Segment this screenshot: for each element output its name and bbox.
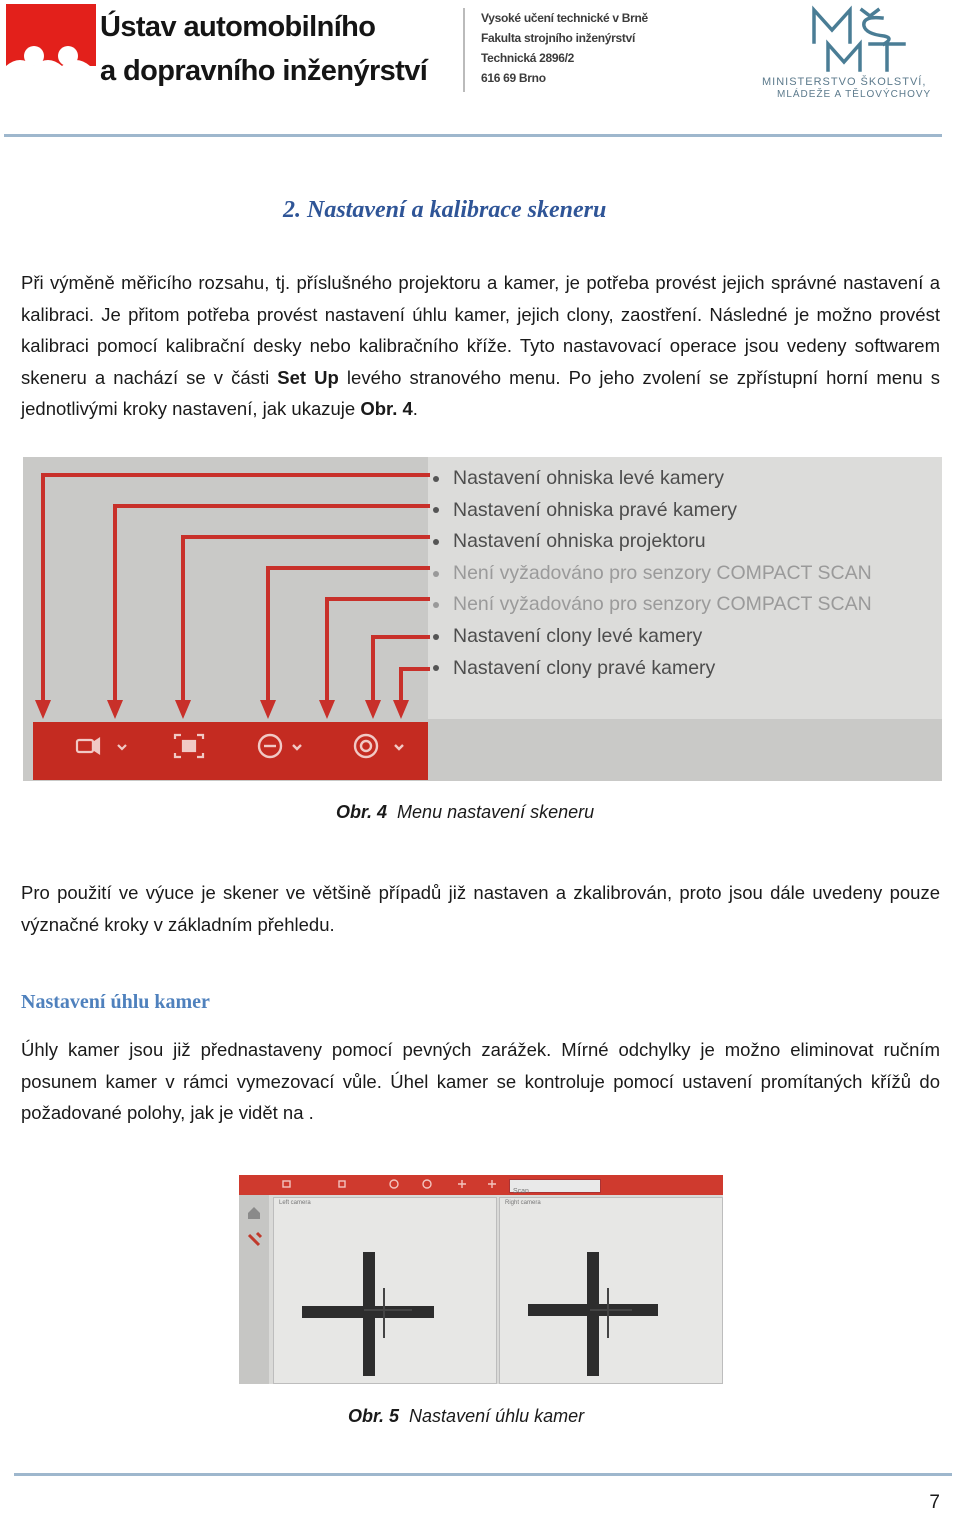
menu-item-label: Není vyžadováno pro senzory COMPACT SCAN — [453, 593, 872, 616]
subsection-heading: Nastavení úhlu kamer — [21, 991, 210, 1013]
camera-icon — [77, 739, 126, 753]
figure4-caption-text: Menu nastavení skeneru — [397, 802, 595, 822]
bullet-icon — [433, 665, 439, 671]
institute-logo-mark — [6, 4, 96, 90]
menu-item — [433, 526, 872, 558]
vut-line: Fakulta strojního inženýrství — [481, 31, 635, 45]
menu-item — [433, 653, 872, 685]
menu-item-label: Nastavení clony levé kamery — [453, 624, 703, 647]
header-rule — [4, 134, 942, 137]
figure5-caption-text: Nastavení úhlu kamer — [409, 1406, 585, 1426]
scan-select[interactable] — [509, 1179, 601, 1193]
camera-icon — [283, 1181, 290, 1187]
wrench-icon — [249, 1233, 261, 1245]
focus-icon — [175, 735, 203, 757]
figure-reference: Obr. 4 — [360, 398, 413, 419]
usage-paragraph: Pro použití ve výuce je skener ve většině případů již nastaven a zkalibrován, proto jsou dále uvedeny pouze význačné kroky v základním přehledu. — [21, 882, 940, 935]
aperture-icon — [423, 1180, 431, 1188]
institute-name-line2: a dopravního inženýrství — [100, 55, 428, 87]
vut-line: Vysoké učení technické v Brně — [481, 11, 648, 25]
intro-text: . — [412, 398, 418, 419]
left-camera-pane — [273, 1197, 497, 1384]
toolbar-icons — [239, 1175, 723, 1195]
set-up-term: Set Up — [277, 366, 339, 388]
left-camera-label: Left camera — [279, 1200, 311, 1206]
menu-item-label: Nastavení clony pravé kamery — [453, 656, 716, 679]
bullet-icon — [433, 634, 439, 640]
aperture-icon — [355, 735, 403, 757]
bullet-icon — [433, 571, 439, 577]
intro-text: Při výměně měřicího rozsahu, tj. příslušného projektoru a kamer, je potřeba provést jejich správné nastavení a kalibraci. Je přitom potřeba provést nastavení úhlu kamer, jejich clony, zaostření. Následné je možno provést kalibraci pomocí kalibrační desky nebo kalibračního kříže. Tyto nastavovací operace jsou vedeny softwarem skeneru a nachází se v části — [21, 272, 940, 388]
aperture-icon — [259, 735, 301, 757]
msmt-name-line2: MLÁDEŽE A TĚLOVÝCHOVY — [777, 89, 932, 100]
footer-rule — [14, 1473, 952, 1476]
menu-item — [433, 495, 872, 527]
plus-icon — [458, 1180, 466, 1188]
figure4-caption — [336, 802, 594, 823]
bullet-icon — [433, 602, 439, 608]
figure-camera-angle — [239, 1175, 723, 1384]
projected-cross — [274, 1198, 496, 1383]
vut-address — [481, 8, 648, 88]
menu-item-label: Nastavení ohniska projektoru — [453, 530, 706, 553]
section-heading: 2. Nastavení a kalibrace skeneru — [283, 197, 607, 223]
menu-item — [433, 558, 872, 590]
intro-text: levého stranového menu. Po jeho zvolení se zpřístupní horní menu s jednotlivými kroky nastavení, jak ukazuje — [21, 366, 940, 419]
plus-icon — [488, 1180, 496, 1188]
home-icon — [248, 1207, 260, 1219]
vut-line: 616 69 Brno — [481, 71, 546, 85]
menu-item-label: Nastavení ohniska pravé kamery — [453, 498, 737, 521]
menu-item — [433, 621, 872, 653]
sidebar-icons — [239, 1195, 269, 1255]
menu-item — [433, 589, 872, 621]
msmt-name-line1: MINISTERSTVO ŠKOLSTVÍ, — [762, 76, 927, 88]
bullet-icon — [433, 539, 439, 545]
header-divider — [463, 8, 465, 92]
figure5-caption — [348, 1406, 584, 1427]
institute-logo — [6, 4, 96, 90]
focus-icon — [339, 1181, 345, 1187]
menu-item-label: Nastavení ohniska levé kamery — [453, 467, 724, 489]
bullet-icon — [433, 476, 439, 482]
right-camera-label: Right camera — [505, 1200, 541, 1206]
figure4-caption-label: Obr. 4 — [336, 802, 388, 822]
right-camera-pane — [499, 1197, 723, 1384]
camera-angle-paragraph: Úhly kamer jsou již přednastaveny pomocí pevných zarážek. Mírné odchylky je možno eliminovat ručním posunem kamer v rámci vymezovací vůle. Úhel kamer se kontroluje pomocí ustavení promítaných křížů do požadované polohy, jak je vidět na . — [21, 1039, 940, 1123]
page-number: 7 — [929, 1492, 940, 1513]
aperture-icon — [390, 1180, 398, 1188]
scan-select-value: Scan — [513, 1188, 529, 1195]
msmt-logo — [810, 4, 906, 74]
institute-name-line1: Ústav automobilního — [100, 11, 376, 43]
bullet-icon — [433, 507, 439, 513]
vut-line: Technická 2896/2 — [481, 51, 575, 65]
msmt-logo-mark — [810, 4, 906, 74]
menu-item-label: Není vyžadováno pro senzory COMPACT SCAN — [453, 561, 872, 584]
settings-menu-list — [433, 463, 872, 684]
menu-item — [433, 463, 872, 495]
figure5-caption-label: Obr. 5 — [348, 1406, 400, 1426]
intro-paragraph — [21, 267, 940, 425]
figure-menu-settings — [23, 457, 942, 781]
projected-cross — [500, 1198, 722, 1383]
